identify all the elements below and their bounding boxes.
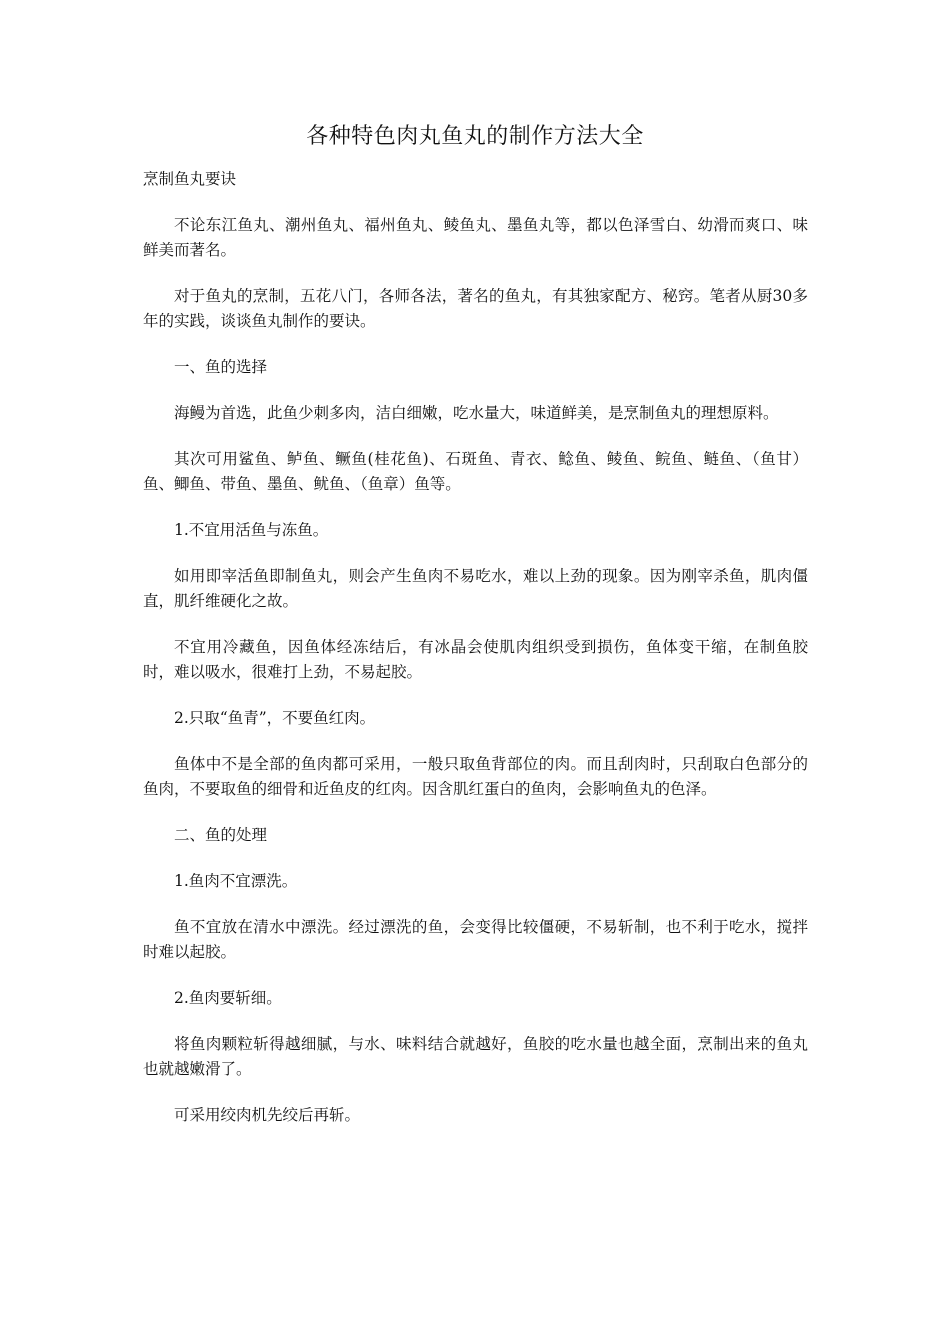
section-subtitle: 烹制鱼丸要诀 xyxy=(143,170,237,188)
paragraph: 如用即宰活鱼即制鱼丸，则会产生鱼肉不易吃水，难以上劲的现象。因为刚宰杀鱼，肌肉僵直，肌纤维硬化之故。 xyxy=(143,567,808,610)
paragraph: 其次可用鲨鱼、鲈鱼、鳜鱼(桂花鱼)、石斑鱼、青衣、鲶鱼、鲮鱼、鲩鱼、鲢鱼、（鱼甘）鱼、鲫鱼、带鱼、墨鱼、鱿鱼、（鱼章）鱼等。 xyxy=(143,450,808,493)
subsection-heading: 2.鱼肉要斩细。 xyxy=(174,989,282,1007)
paragraph: 将鱼肉颗粒斩得越细腻，与水、味料结合就越好，鱼胶的吃水量也越全面，烹制出来的鱼丸也就越嫩滑了。 xyxy=(143,1035,808,1078)
document-title: 各种特色肉丸鱼丸的制作方法大全 xyxy=(306,124,644,149)
paragraph: 鱼体中不是全部的鱼肉都可采用，一般只取鱼背部位的肉。而且刮肉时，只刮取白色部分的鱼肉，不要取鱼的细骨和近鱼皮的红肉。因含肌红蛋白的鱼肉，会影响鱼丸的色泽。 xyxy=(143,755,808,798)
subsection-heading: 1.鱼肉不宜漂洗。 xyxy=(174,872,298,890)
section-heading: 一、鱼的选择 xyxy=(174,358,268,376)
paragraph: 对于鱼丸的烹制，五花八门，各师各法，著名的鱼丸，有其独家配方、秘窍。笔者从厨30多年的实践，谈谈鱼丸制作的要诀。 xyxy=(143,287,808,330)
subsection-heading: 1.不宜用活鱼与冻鱼。 xyxy=(174,521,329,539)
document-body xyxy=(143,167,808,1149)
paragraph: 不宜用冷藏鱼，因鱼体经冻结后，有冰晶会使肌肉组织受到损伤，鱼体变干缩，在制鱼胶时，难以吸水，很难打上劲，不易起胶。 xyxy=(143,638,808,681)
paragraph: 可采用绞肉机先绞后再斩。 xyxy=(174,1106,361,1124)
paragraph: 鱼不宜放在清水中漂洗。经过漂洗的鱼，会变得比较僵硬，不易斩制，也不利于吃水，搅拌时难以起胶。 xyxy=(143,918,808,961)
subsection-heading: 2.只取“鱼青”，不要鱼红肉。 xyxy=(174,709,376,727)
paragraph: 不论东江鱼丸、潮州鱼丸、福州鱼丸、鲮鱼丸、墨鱼丸等，都以色泽雪白、幼滑而爽口、味鲜美而著名。 xyxy=(143,216,808,259)
section-heading: 二、鱼的处理 xyxy=(174,826,268,844)
paragraph: 海鳗为首选，此鱼少刺多肉，洁白细嫩，吃水量大，味道鲜美，是烹制鱼丸的理想原料。 xyxy=(174,404,779,422)
